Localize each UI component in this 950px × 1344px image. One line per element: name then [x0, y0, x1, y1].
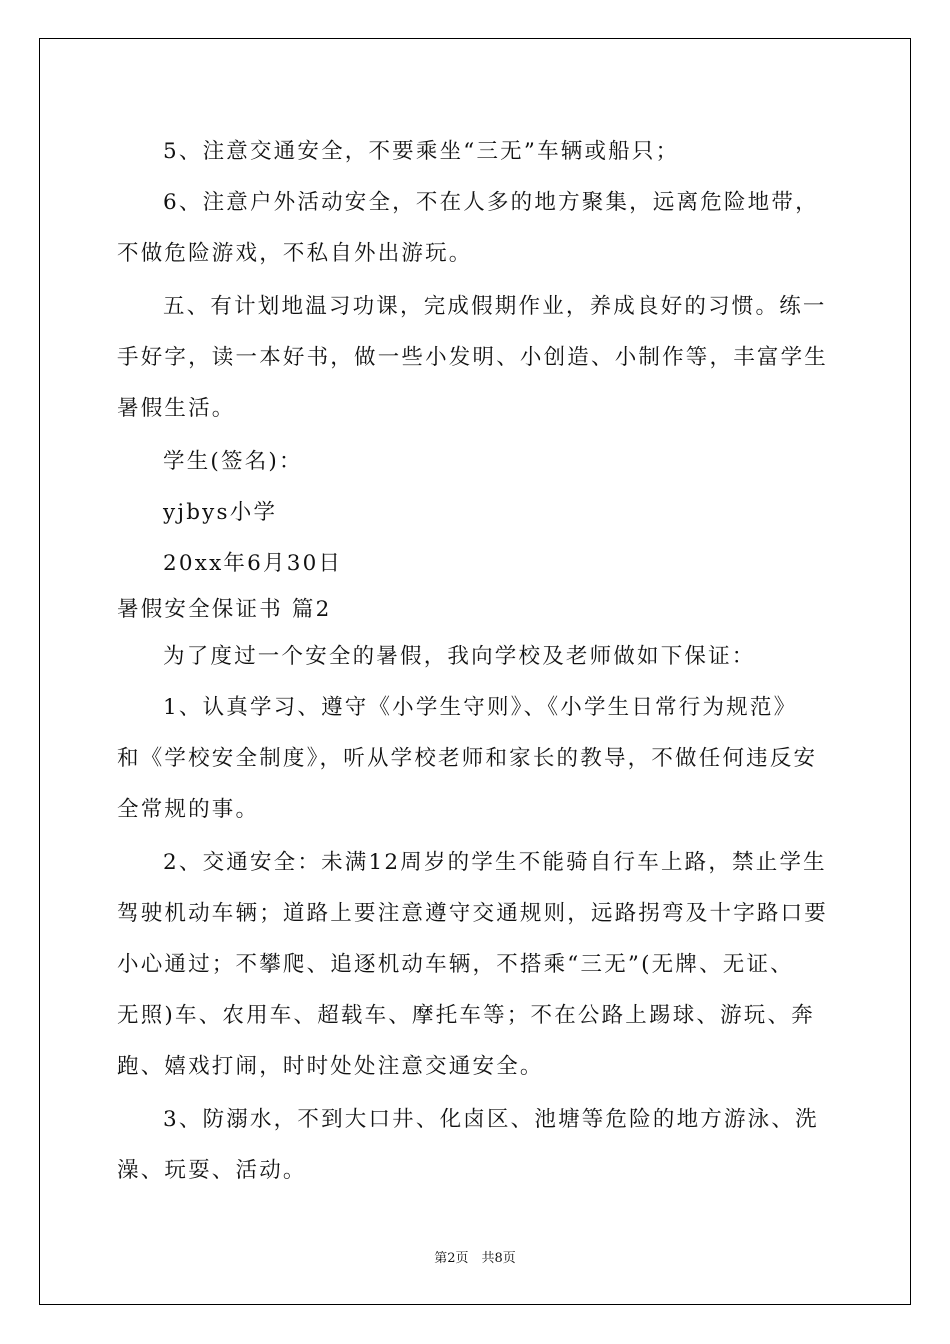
paragraph-line: 为了度过一个安全的暑假，我向学校及老师做如下保证： [163, 644, 756, 669]
paragraph-line: 和《学校安全制度》，听从学校老师和家长的教导，不做任何违反安 [117, 746, 818, 771]
paragraph-line: 全常规的事。 [117, 797, 260, 822]
paragraph-line: 5、注意交通安全，不要乘坐“三无”车辆或船只； [163, 139, 680, 164]
signature-label: 学生(签名)： [163, 449, 303, 474]
section-heading: 暑假安全保证书 篇2 [117, 597, 332, 622]
paragraph-line: 手好字，读一本好书，做一些小发明、小创造、小制作等，丰富学生 [117, 345, 829, 370]
paragraph-line: 3、防溺水，不到大口井、化卤区、池塘等危险的地方游泳、洗 [163, 1107, 819, 1132]
paragraph-line: 2、交通安全：未满12周岁的学生不能骑自行车上路，禁止学生 [163, 850, 827, 875]
school-name: yjbys小学 [163, 500, 278, 525]
paragraph-line: 不做危险游戏，不私自外出游玩。 [117, 241, 473, 266]
paragraph-line: 无照)车、农用车、超载车、摩托车等；不在公路上踢球、游玩、奔 [117, 1003, 815, 1028]
page-number: 第2页 共8页 [434, 1251, 516, 1266]
paragraph-line: 1、认真学习、遵守《小学生守则》、《小学生日常行为规范》 [163, 695, 798, 720]
paragraph-line: 小心通过；不攀爬、追逐机动车辆，不搭乘“三无”(无牌、无证、 [117, 952, 794, 977]
paragraph-line: 暑假生活。 [117, 396, 236, 421]
paragraph-line: 澡、玩耍、活动。 [117, 1158, 307, 1183]
date: 20xx年6月30日 [163, 551, 343, 576]
document-body [117, 126, 835, 1196]
paragraph-line: 驾驶机动车辆；道路上要注意遵守交通规则，远路拐弯及十字路口要 [117, 901, 829, 926]
paragraph-line: 五、有计划地温习功课，完成假期作业，养成良好的习惯。练一 [163, 294, 827, 319]
paragraph-line: 跑、嬉戏打闹，时时处处注意交通安全。 [117, 1054, 544, 1079]
paragraph-line: 6、注意户外活动安全，不在人多的地方聚集，远离危险地带， [163, 190, 819, 215]
